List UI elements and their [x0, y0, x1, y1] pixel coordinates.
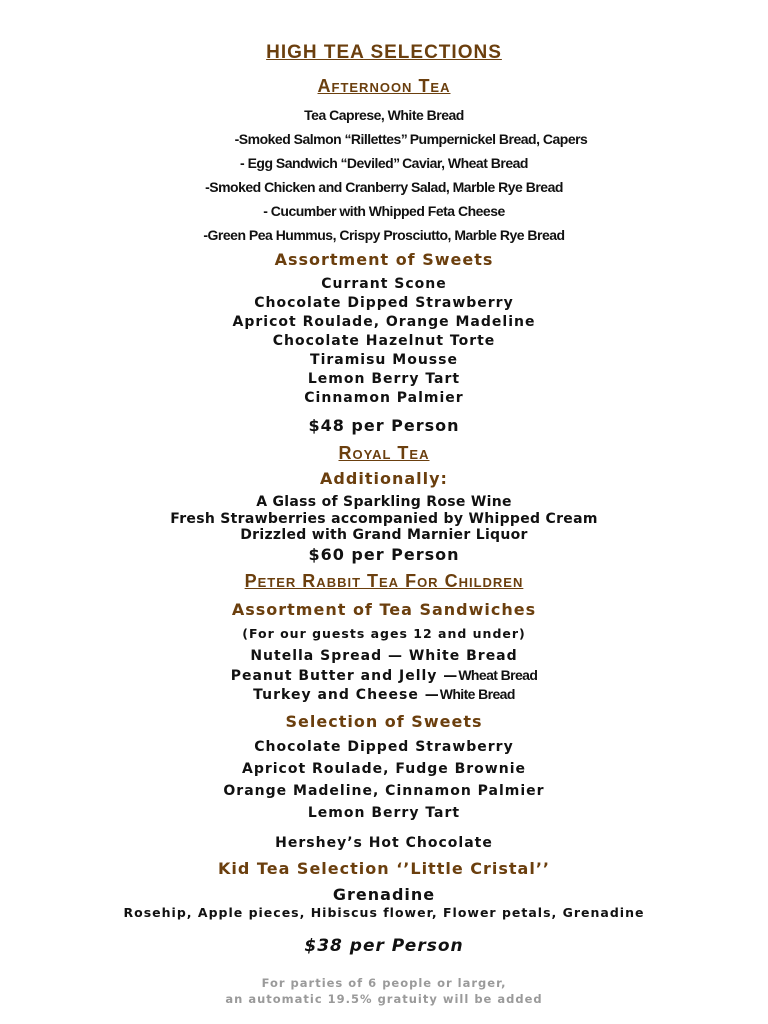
kid-tea-heading: Kid Tea Selection ‘’Little Cristal’’ [218, 859, 550, 878]
royal-price: $60 per Person [308, 545, 460, 564]
savory-item: -Smoked Salmon ‘‘Rillettes’’ Pumpernickel Bread, Capers [234, 131, 588, 147]
menu-title: HIGH TEA SELECTIONS [266, 42, 502, 63]
sweet-item: Chocolate Dipped Strawberry [254, 295, 514, 311]
sweet-item: Chocolate Dipped Strawberry [254, 739, 514, 755]
age-note: (For our guests ages 12 and under) [242, 626, 526, 641]
royal-subheading: Additionally: [320, 469, 448, 488]
sandwich-filling: Turkey and Cheese — [253, 687, 440, 703]
sweet-item: Chocolate Hazelnut Torte [272, 333, 496, 349]
afternoon-price: $48 per Person [308, 416, 460, 435]
sandwich-bread: Wheat Bread [458, 667, 538, 683]
afternoon-sweets-heading: Assortment of Sweets [274, 250, 494, 269]
hot-chocolate: Hershey’s Hot Chocolate [275, 835, 493, 851]
kid-tea-description: Rosehip, Apple pieces, Hibiscus flower, Flower petals, Grenadine [123, 905, 645, 920]
sandwich-bread: White Bread [408, 648, 518, 664]
sandwich-filling: Peanut Butter and Jelly — [230, 668, 459, 684]
children-price: $38 per Person [304, 936, 464, 956]
children-tea-heading: Peter Rabbit Tea For Children [244, 571, 524, 591]
sweet-item: Apricot Roulade, Fudge Brownie [242, 761, 526, 777]
royal-item: Drizzled with Grand Marnier Liquor [240, 527, 528, 543]
royal-item: A Glass of Sparkling Rose Wine [256, 494, 512, 510]
gratuity-note-line2: an automatic 19.5% gratuity will be added [225, 992, 543, 1006]
sweet-item: Lemon Berry Tart [307, 805, 461, 821]
sandwich-item [0, 686, 768, 703]
savory-item: -Smoked Chicken and Cranberry Salad, Marble Rye Bread [205, 179, 563, 195]
sweet-item: Cinnamon Palmier [304, 390, 464, 406]
sweet-item: Tiramisu Mousse [310, 352, 458, 368]
royal-item: Fresh Strawberries accompanied by Whipped Cream [170, 511, 598, 527]
savory-item: - Egg Sandwich ‘‘Deviled’’ Caviar, Wheat Bread [240, 155, 528, 171]
sandwich-item [0, 667, 768, 684]
sandwich-filling: Nutella Spread — [250, 648, 409, 664]
savory-item: Tea Caprese, White Bread [304, 107, 464, 123]
sandwich-bread: White Bread [439, 686, 515, 702]
children-sandwiches-heading: Assortment of Tea Sandwiches [231, 600, 537, 619]
children-sweets-heading: Selection of Sweets [285, 712, 483, 731]
kid-tea-name: Grenadine [332, 885, 436, 904]
sandwich-item [0, 648, 768, 664]
sweet-item: Currant Scone [321, 276, 447, 292]
savory-item: - Cucumber with Whipped Feta Cheese [263, 203, 505, 219]
sweet-item: Lemon Berry Tart [307, 371, 461, 387]
sweet-item: Apricot Roulade, Orange Madeline [232, 314, 536, 330]
gratuity-note-line1: For parties of 6 people or larger, [261, 976, 507, 990]
royal-tea-heading: Royal Tea [338, 443, 430, 463]
savory-item: -Green Pea Hummus, Crispy Prosciutto, Marble Rye Bread [203, 227, 565, 243]
sweet-item: Orange Madeline, Cinnamon Palmier [223, 783, 545, 799]
afternoon-tea-heading: Afternoon Tea [317, 76, 451, 96]
